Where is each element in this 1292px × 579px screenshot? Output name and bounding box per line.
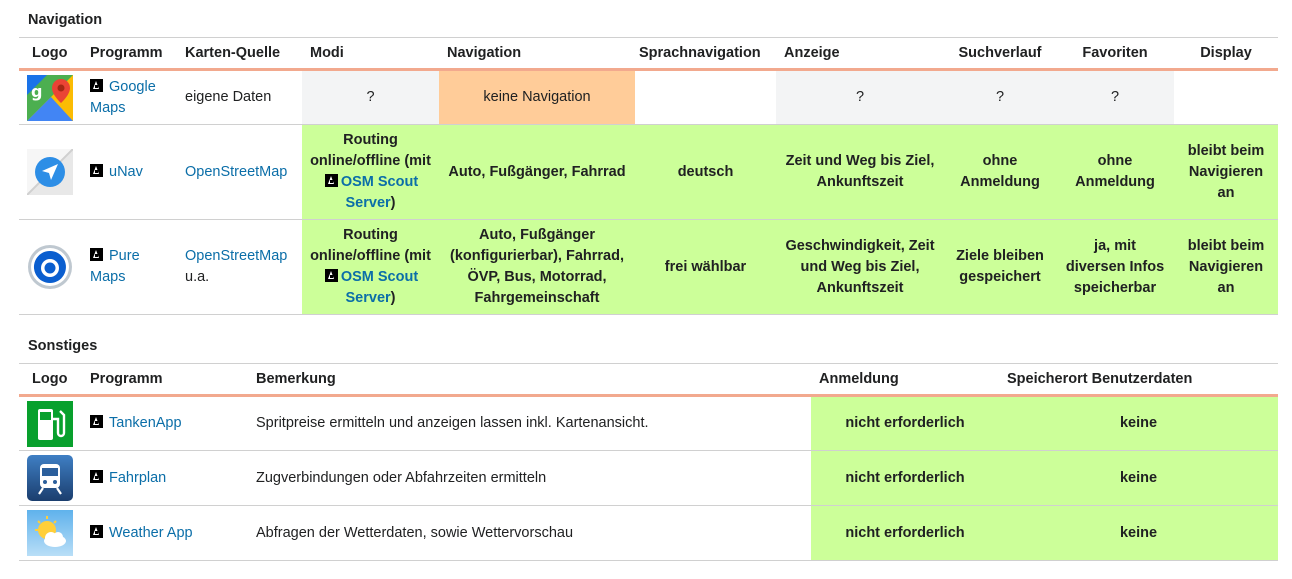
navigation-cell: Auto, Fußgänger, Fahrrad [439, 125, 635, 220]
header-bemerkung: Bemerkung [248, 364, 811, 396]
remark-cell: Zugverbindungen oder Abfahrzeiten ermitteln [248, 451, 811, 506]
navigation-cell: Auto, Fußgänger (konfigurierbar), Fahrrad, ÖVP, Bus, Motorrad, Fahrgemeinschaft [439, 220, 635, 315]
source-extra: u.a. [185, 269, 210, 285]
app-store-icon [90, 164, 103, 177]
header-logo: Logo [19, 38, 82, 70]
voice-cell: frei wählbar [635, 220, 776, 315]
modi-text: Routing online/offline (mit [310, 227, 431, 264]
program-cell[interactable] [82, 70, 177, 125]
table-header-row [19, 38, 1278, 70]
program-link[interactable]: Pure Maps [90, 248, 140, 285]
program-link[interactable]: Fahrplan [109, 469, 167, 486]
app-store-icon [325, 174, 338, 187]
app-store-icon [90, 525, 103, 538]
header-programm: Programm [82, 38, 177, 70]
navigation-table [19, 37, 1278, 315]
google-maps-icon [27, 75, 73, 121]
table-row [19, 220, 1278, 315]
modi-cell: ? [302, 70, 439, 125]
header-anmeldung: Anmeldung [811, 364, 999, 396]
app-store-icon [90, 415, 103, 428]
history-cell: Ziele bleiben gespeichert [944, 220, 1056, 315]
storage-cell: keine [999, 451, 1278, 506]
remark-cell: Spritpreise ermitteln und anzeigen lassen inkl. Kartenansicht. [248, 396, 811, 451]
modi-cell [302, 125, 439, 220]
program-cell[interactable] [82, 220, 177, 315]
table-row [19, 506, 1278, 561]
modi-cell [302, 220, 439, 315]
logo-cell [19, 396, 82, 451]
app-store-icon [325, 269, 338, 282]
program-cell[interactable] [82, 125, 177, 220]
fuel-pump-icon [27, 401, 73, 447]
navigation-cell: keine Navigation [439, 70, 635, 125]
login-cell: nicht erforderlich [811, 396, 999, 451]
program-link[interactable]: TankenApp [109, 415, 182, 431]
logo-cell [19, 506, 82, 561]
unav-icon [27, 149, 73, 195]
header-sprachnavigation: Sprachnavigation [635, 38, 776, 70]
table-row [19, 70, 1278, 125]
svg-text:g: g [31, 81, 43, 101]
remark-cell: Abfragen der Wetterdaten, sowie Wettervorschau [248, 506, 811, 561]
logo-cell [19, 220, 82, 315]
screen-cell: bleibt beim Navigieren an [1174, 220, 1278, 315]
modi-suffix: ) [390, 195, 396, 211]
logo-cell [19, 70, 82, 125]
source-link[interactable]: OpenStreetMap [185, 248, 288, 264]
storage-cell: keine [999, 506, 1278, 561]
program-cell[interactable] [82, 396, 248, 451]
voice-cell: deutsch [635, 125, 776, 220]
pure-maps-icon [27, 244, 73, 290]
header-favoriten: Favoriten [1056, 38, 1174, 70]
section-title-navigation: Navigation [28, 12, 103, 28]
modi-text: Routing online/offline (mit [310, 132, 431, 169]
section-title-sonstiges: Sonstiges [28, 338, 98, 354]
favorites-cell: ohne Anmeldung [1056, 125, 1174, 220]
program-cell[interactable] [82, 506, 248, 561]
screen-cell [1174, 70, 1278, 125]
header-navigation: Navigation [439, 38, 635, 70]
source-cell [177, 125, 302, 220]
logo-cell [19, 451, 82, 506]
history-cell: ohne Anmeldung [944, 125, 1056, 220]
storage-cell: keine [999, 396, 1278, 451]
osm-scout-server-link[interactable]: OSM Scout Server [340, 269, 419, 306]
table-row [19, 396, 1278, 451]
logo-cell [19, 125, 82, 220]
display-info-cell: Geschwindigkeit, Zeit und Weg bis Ziel, Ankunftszeit [776, 220, 944, 315]
login-cell: nicht erforderlich [811, 451, 999, 506]
voice-cell [635, 70, 776, 125]
osm-scout-server-link[interactable]: OSM Scout Server [340, 174, 419, 211]
app-store-icon [90, 470, 103, 483]
program-link[interactable]: Google Maps [90, 78, 156, 116]
login-cell: nicht erforderlich [811, 506, 999, 561]
weather-icon [27, 510, 73, 556]
program-link[interactable]: Weather App [109, 524, 193, 541]
screen-cell: bleibt beim Navigieren an [1174, 125, 1278, 220]
display-info-cell: Zeit und Weg bis Ziel, Ankunftszeit [776, 125, 944, 220]
source-link[interactable]: OpenStreetMap [185, 163, 288, 180]
table-row [19, 451, 1278, 506]
source-cell [177, 220, 302, 315]
source-cell: eigene Daten [177, 70, 302, 125]
app-store-icon [90, 79, 103, 92]
header-suchverlauf: Suchverlauf [944, 38, 1056, 70]
table-row [19, 125, 1278, 220]
header-display: Display [1174, 38, 1278, 70]
program-link[interactable]: uNav [109, 163, 143, 180]
header-modi: Modi [302, 38, 439, 70]
header-programm: Programm [82, 364, 248, 396]
program-cell[interactable] [82, 451, 248, 506]
favorites-cell: ? [1056, 70, 1174, 125]
favorites-cell: ja, mit diversen Infos speicherbar [1056, 220, 1174, 315]
train-icon [27, 455, 73, 501]
misc-table [19, 363, 1278, 561]
app-store-icon [90, 248, 103, 261]
header-speicherort: Speicherort Benutzerdaten [999, 364, 1278, 396]
header-karten-quelle: Karten-Quelle [177, 38, 302, 70]
history-cell: ? [944, 70, 1056, 125]
header-anzeige: Anzeige [776, 38, 944, 70]
modi-suffix: ) [390, 290, 396, 306]
display-info-cell: ? [776, 70, 944, 125]
header-logo: Logo [19, 364, 82, 396]
table-header-row [19, 364, 1278, 396]
